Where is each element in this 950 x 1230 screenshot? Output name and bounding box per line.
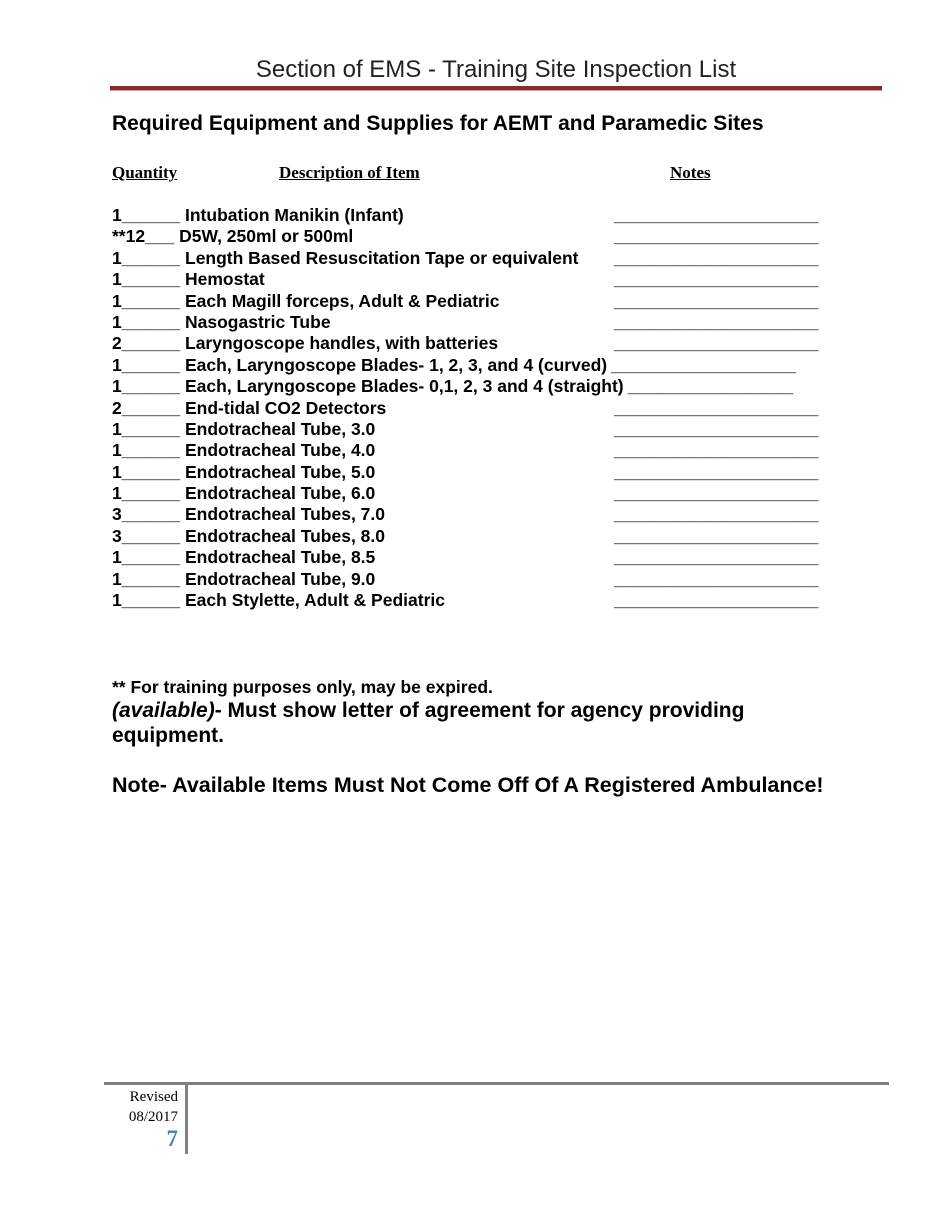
item-description: Endotracheal Tubes, 7.0 [180,504,386,525]
notes-blank: ___________________ [611,354,797,375]
item-description: Endotracheal Tube, 6.0 [180,483,376,504]
item-description: Endotracheal Tube, 4.0 [180,440,376,461]
item-description: Each Stylette, Adult & Pediatric [180,590,445,611]
list-item [112,398,842,419]
item-quantity: 1 [112,568,122,589]
item-description: Intubation Manikin (Infant) [180,205,404,225]
list-item [112,526,842,547]
available-term: (available) [112,699,215,722]
item-quantity: 2 [112,397,122,418]
item-description: Endotracheal Tube, 9.0 [180,568,376,589]
item-quantity: 1 [112,376,122,397]
quantity-blank: ______ [121,504,181,525]
list-item [112,312,842,333]
revised-label: Revised [129,1089,178,1105]
list-item [112,291,842,312]
notes-blank: _____________________ [614,311,819,332]
item-description: Endotracheal Tube, 3.0 [180,418,376,439]
header-rule [110,86,882,91]
notes-blank: _____________________ [614,483,819,504]
list-item [112,483,842,504]
item-description: Nasogastric Tube [180,311,331,332]
item-description: Laryngoscope handles, with batteries [180,333,499,354]
quantity-blank: ______ [121,311,181,332]
notes-blank: _____________________ [614,247,819,268]
quantity-blank: ______ [121,333,181,354]
quantity-blank: ______ [121,483,181,504]
item-quantity: **12 [112,226,146,247]
notes-blank: _____________________ [614,504,819,525]
notes-blank: _____________________ [614,525,819,546]
item-quantity: 2 [112,333,122,354]
item-quantity: 1 [112,547,122,568]
item-description: Endotracheal Tube, 5.0 [180,461,376,482]
section-heading: Required Equipment and Supplies for AEMT and Paramedic Sites [112,112,764,135]
quantity-blank: ______ [121,376,181,397]
list-item [112,248,842,269]
list-item [112,569,842,590]
list-item [112,269,842,290]
quantity-blank: ______ [121,525,181,546]
available-note-text: - Must show letter of agreement for agency providing equipment. [112,699,745,747]
quantity-blank: ______ [121,269,181,290]
quantity-blank: ______ [121,461,181,482]
notes-blank: _____________________ [614,397,819,418]
item-quantity: 3 [112,504,122,525]
quantity-blank: ______ [121,590,181,611]
notes-blank: _____________________ [614,290,819,311]
notes-blank: _____________________ [614,547,819,568]
column-header-description: Description of Item [279,163,420,182]
footer-rule [104,1082,889,1085]
quantity-blank: ______ [121,440,181,461]
footer-divider [185,1082,188,1154]
equipment-list [112,205,842,611]
list-item [112,333,842,354]
item-description: Endotracheal Tubes, 8.0 [180,525,386,546]
item-description: D5W, 250ml or 500ml [174,226,354,247]
item-description: Each, Laryngoscope Blades- 0,1, 2, 3 and 4 (straight) [180,376,624,397]
item-description: Each Magill forceps, Adult & Pediatric [180,290,500,311]
list-item [112,504,842,525]
revised-date: 08/2017 [128,1109,178,1125]
column-header-quantity: Quantity [112,163,178,182]
item-quantity: 1 [112,461,122,482]
item-description: Endotracheal Tube, 8.5 [180,547,376,568]
list-item [112,590,842,611]
notes-blank: _____________________ [614,568,819,589]
item-quantity: 1 [112,483,122,504]
item-description: Length Based Resuscitation Tape or equivalent [180,247,579,268]
notes-blank: _____________________ [614,333,819,354]
available-note [112,698,812,748]
item-quantity: 1 [112,354,122,375]
column-header-notes: Notes [670,163,711,182]
ambulance-warning: Note- Available Items Must Not Come Off Of A Registered Ambulance! [112,773,824,797]
item-quantity: 1 [112,311,122,332]
item-quantity: 1 [112,205,122,225]
list-item [112,376,842,397]
quantity-blank: ______ [121,354,181,375]
item-quantity: 3 [112,525,122,546]
notes-blank: _____________________ [614,461,819,482]
page-header-title: Section of EMS - Training Site Inspection List [255,56,737,83]
item-description: Each, Laryngoscope Blades- 1, 2, 3, and 4 (curved) [180,354,608,375]
notes-blank: _____________________ [614,269,819,290]
quantity-blank: ______ [121,247,181,268]
notes-blank: _____________________ [614,205,819,225]
list-item [112,547,842,568]
quantity-blank: ______ [121,397,181,418]
item-quantity: 1 [112,418,122,439]
quantity-blank: ______ [121,418,181,439]
list-item [112,419,842,440]
item-quantity: 1 [112,247,122,268]
page-number: 7 [166,1126,178,1151]
list-item [112,226,842,247]
item-quantity: 1 [112,590,122,611]
notes-blank: _____________________ [614,226,819,247]
item-quantity: 1 [112,269,122,290]
list-item [112,205,842,226]
list-item [112,462,842,483]
list-item [112,355,842,376]
quantity-blank: ______ [121,290,181,311]
quantity-blank: ______ [121,568,181,589]
list-item [112,440,842,461]
item-quantity: 1 [112,440,122,461]
notes-blank: _____________________ [614,418,819,439]
training-footnote: ** For training purposes only, may be expired. [112,677,493,697]
item-description: Hemostat [180,269,265,290]
item-description: End-tidal CO2 Detectors [180,397,387,418]
notes-blank: _________________ [627,376,794,397]
footer-revised [104,1087,178,1127]
notes-blank: _____________________ [614,440,819,461]
quantity-blank: ______ [121,547,181,568]
notes-blank: _____________________ [614,590,819,611]
quantity-blank: ___ [145,226,175,247]
item-quantity: 1 [112,290,122,311]
quantity-blank: ______ [121,205,181,225]
